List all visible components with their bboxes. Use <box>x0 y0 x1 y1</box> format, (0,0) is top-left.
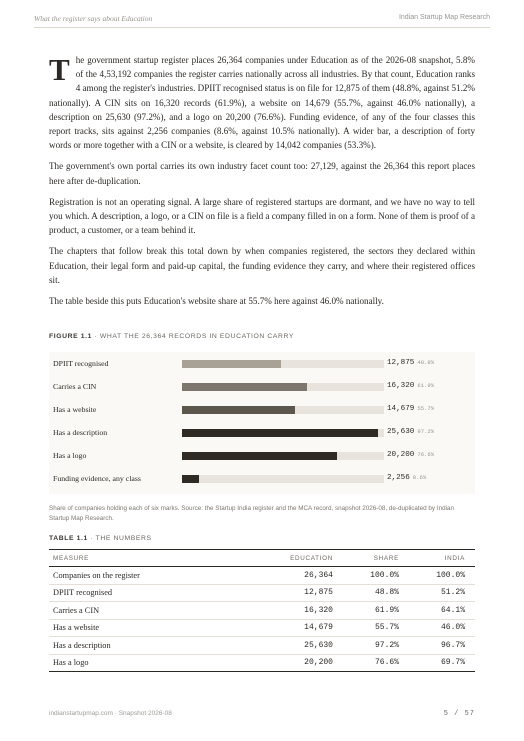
bar-row <box>49 445 475 468</box>
bar-count: 16,320 <box>387 382 415 390</box>
page-footer <box>49 710 475 718</box>
bar-row <box>49 399 475 422</box>
bar <box>182 452 337 460</box>
running-header-title: What the register says about Education <box>34 14 153 23</box>
col-share: SHARE <box>343 550 409 567</box>
bar <box>182 360 281 368</box>
cell-india: 96.7% <box>409 637 475 655</box>
bar-category-label: Carries a CIN <box>53 382 97 391</box>
bar-track <box>182 475 384 483</box>
table-header-row <box>49 550 475 567</box>
bar-row <box>49 376 475 399</box>
bar-percent: 8.6% <box>412 474 427 481</box>
bar-track <box>182 452 384 460</box>
cell-measure: Has a logo <box>49 654 253 672</box>
figure-bar-chart <box>49 352 475 494</box>
bar-percent: 76.6% <box>417 451 435 458</box>
bar-count: 14,679 <box>387 405 415 413</box>
table-row <box>49 637 475 655</box>
cell-education: 12,875 <box>253 584 343 602</box>
bar-track <box>182 360 384 368</box>
bar-track <box>182 383 384 391</box>
running-header-publisher: Indian Startup Map Research <box>398 14 490 21</box>
bar <box>182 406 295 414</box>
bar-value-label <box>387 474 426 482</box>
table-row <box>49 619 475 637</box>
bar-value-label <box>387 451 434 459</box>
bar-value-label <box>387 359 434 367</box>
portal-paragraph: The government's own portal carries its own industry facet count too: 27,129, against the 26,364 this report places here after de-duplication. <box>49 161 475 186</box>
bar-row <box>49 468 475 491</box>
chapters-paragraph: The chapters that follow break this total down by when companies registered, the sectors they declared within Education, their legal form and paid-up capital, the funding evidence they carry, and where their registered offices sit. <box>49 246 475 285</box>
bar-category-label: Has a description <box>53 428 108 437</box>
bar-value-label <box>387 382 434 390</box>
bar-category-label: Funding evidence, any class <box>53 474 141 483</box>
cell-india: 69.7% <box>409 654 475 672</box>
figure-label: FIGURE 1.1 <box>49 333 93 340</box>
bar-percent: 48.8% <box>417 359 435 366</box>
bar-count: 25,630 <box>387 428 415 436</box>
table-title <box>49 535 152 542</box>
cell-share: 48.8% <box>343 584 409 602</box>
bar-value-label <box>387 428 434 436</box>
table-label: TABLE 1.1 <box>49 535 88 542</box>
cell-measure: DPIIT recognised <box>49 584 253 602</box>
cell-measure: Has a website <box>49 619 253 637</box>
drop-cap: T <box>49 52 70 87</box>
table-row <box>49 584 475 602</box>
numbers-table <box>49 549 475 672</box>
cell-education: 16,320 <box>253 602 343 620</box>
cell-share: 61.9% <box>343 602 409 620</box>
header-rule <box>34 27 490 28</box>
cell-education: 14,679 <box>253 619 343 637</box>
cell-education: 25,630 <box>253 637 343 655</box>
cell-share: 97.2% <box>343 637 409 655</box>
footer-source: indianstartupmap.com · Snapshot 2026-08 <box>49 710 172 717</box>
table-note-paragraph: The table beside this puts Education's website share at 55.7% here against 46.0% nationally. <box>49 296 384 307</box>
figure-heading: · WHAT THE 26,364 RECORDS IN EDUCATION CARRY <box>92 333 295 340</box>
bar-count: 2,256 <box>387 474 410 482</box>
cell-measure: Has a description <box>49 637 253 655</box>
bar <box>182 383 307 391</box>
intro-text: he government startup register places 26,364 companies under Education as of the 2026-08 snapshot, 5.8% of the 4,53,192 companies the register carries nationally across all industries. By that count, Education ranks 4 among the register's industries. DPIIT recognised status is on file for 12,875 of them (48.8%, against 51.2% nationally). A CIN sits on 16,320 records (61.9%), a website on 14,679 (55.7%, against 46.0% nationally), a description on 25,630 (97.2%), and a logo on 20,200 (76.6%). Funding evidence, of any of the four classes this report tracks, sits against 2,256 companies (8.6%, against 10.5% nationally). A wider bar, a description of forty words or more together with a CIN or a website, is cleared by 14,042 companies (53.3%). <box>49 55 475 151</box>
page-number: 5 / 57 <box>443 710 475 718</box>
cell-india: 46.0% <box>409 619 475 637</box>
chapter-body <box>49 53 475 315</box>
col-education: EDUCATION <box>253 550 343 567</box>
cell-india: 100.0% <box>409 567 475 585</box>
bar-value-label <box>387 405 434 413</box>
cell-share: 76.6% <box>343 654 409 672</box>
col-measure: MEASURE <box>49 550 253 567</box>
bar <box>182 475 199 483</box>
bar <box>182 429 378 437</box>
figure-caption: Share of companies holding each of six marks. Source: the Startup India register and the MCA record, snapshot 2026-08, de-duplicated by Indian Startup Map Research. <box>49 505 454 522</box>
table-row <box>49 567 475 585</box>
intro-paragraph <box>49 53 475 152</box>
cell-share: 55.7% <box>343 619 409 637</box>
table-heading: · THE NUMBERS <box>87 535 152 542</box>
running-header <box>34 14 490 23</box>
cell-india: 51.2% <box>409 584 475 602</box>
table-row <box>49 602 475 620</box>
cell-measure: Companies on the register <box>49 567 253 585</box>
bar-category-label: DPIIT recognised <box>53 359 109 368</box>
col-india: INDIA <box>409 550 475 567</box>
cell-education: 20,200 <box>253 654 343 672</box>
cell-measure: Carries a CIN <box>49 602 253 620</box>
bar-percent: 97.2% <box>417 428 435 435</box>
bar-category-label: Has a website <box>53 405 97 414</box>
bar-track <box>182 429 384 437</box>
bar-row <box>49 422 475 445</box>
bar-track <box>182 406 384 414</box>
caveat-paragraph: Registration is not an operating signal. A large share of registered startups are dormant, and we have no way to tell you which. A description, a logo, or a CIN on file is a field a company filled in on a form. None of them is proof of a product, a customer, or a team behind it. <box>49 196 475 236</box>
bar-count: 20,200 <box>387 451 415 459</box>
cell-share: 100.0% <box>343 567 409 585</box>
figure-title <box>49 333 294 340</box>
bar-count: 12,875 <box>387 359 415 367</box>
bar-percent: 61.9% <box>417 382 435 389</box>
cell-india: 64.1% <box>409 602 475 620</box>
bar-row <box>49 353 475 376</box>
bar-category-label: Has a logo <box>53 451 87 460</box>
table-row <box>49 654 475 672</box>
bar-percent: 55.7% <box>417 405 435 412</box>
cell-education: 26,364 <box>253 567 343 585</box>
